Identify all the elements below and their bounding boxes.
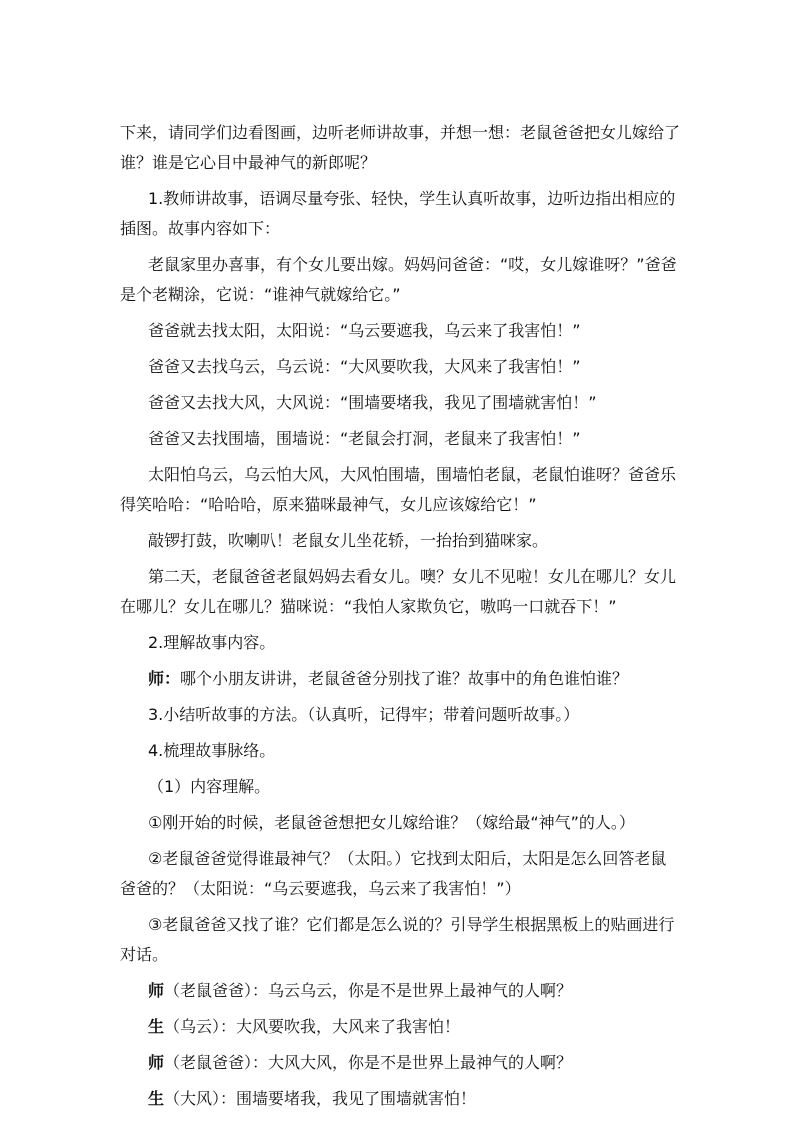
paragraph bbox=[120, 460, 680, 520]
paragraph-text: 3.小结听故事的方法。（认真听，记得牢；带着问题听故事。） bbox=[148, 705, 580, 724]
paragraph-text: 爸爸就去找太阳，太阳说：“乌云要遮我，乌云来了我害怕！” bbox=[148, 321, 581, 340]
paragraph-text: （1）内容理解。 bbox=[148, 777, 271, 796]
paragraph bbox=[120, 628, 680, 658]
paragraph-text: 4.梳理故事脉络。 bbox=[148, 741, 276, 760]
paragraph bbox=[120, 1012, 680, 1042]
paragraph-text: 爸爸又去找围墙，围墙说：“老鼠会打洞，老鼠来了我害怕！” bbox=[148, 429, 581, 448]
paragraph bbox=[120, 424, 680, 454]
paragraph bbox=[120, 1084, 680, 1114]
speaker-label: 师 bbox=[148, 1053, 165, 1072]
paragraph-text: 下来，请同学们边看图画，边听老师讲故事，并想一想：老鼠爸爸把女儿嫁给了谁？谁是它心目中最神气的新郎呢？ bbox=[120, 123, 681, 172]
speaker-label: 生 bbox=[148, 1089, 165, 1108]
paragraph-text: 爸爸又去找乌云，乌云说：“大风要吹我，大风来了我害怕！” bbox=[148, 357, 581, 376]
paragraph-text: 2.理解故事内容。 bbox=[148, 633, 276, 652]
paragraph-text: 爸爸又去找大风，大风说：“围墙要堵我，我见了围墙就害怕！” bbox=[148, 393, 597, 412]
paragraph bbox=[120, 562, 680, 622]
paragraph bbox=[120, 736, 680, 766]
paragraph bbox=[120, 352, 680, 382]
paragraph-text: 太阳怕乌云，乌云怕大风，大风怕围墙，围墙怕老鼠，老鼠怕谁呀？爸爸乐得笑哈哈：“哈哈哈，原来猫咪最神气，女儿应该嫁给它！” bbox=[120, 465, 677, 514]
paragraph bbox=[120, 808, 680, 838]
paragraph bbox=[120, 772, 680, 802]
paragraph bbox=[120, 316, 680, 346]
paragraph bbox=[120, 250, 680, 310]
paragraph bbox=[120, 184, 680, 244]
paragraph bbox=[120, 388, 680, 418]
speaker-label: 师 bbox=[148, 981, 165, 1000]
paragraph-text: ①刚开始的时候，老鼠爸爸想把女儿嫁给谁？（嫁给最“神气”的人。） bbox=[148, 813, 635, 832]
paragraph bbox=[120, 910, 680, 970]
paragraph bbox=[120, 700, 680, 730]
paragraph-text: ②老鼠爸爸觉得谁最神气？（太阳。）它找到太阳后，太阳是怎么回答老鼠爸爸的？（太阳说：“乌云要遮我，乌云来了我害怕！”） bbox=[120, 849, 667, 898]
paragraph bbox=[120, 844, 680, 904]
paragraph bbox=[120, 1048, 680, 1078]
paragraph-text: 第二天，老鼠爸爸老鼠妈妈去看女儿。噢？女儿不见啦！女儿在哪儿？女儿在哪儿？女儿在哪儿？猫咪说：“我怕人家欺负它，嗷呜一口就吞下！” bbox=[120, 567, 677, 616]
paragraph-text: 敲锣打鼓，吹喇叭！老鼠女儿坐花轿，一抬抬到猫咪家。 bbox=[148, 531, 549, 550]
paragraph-text: 1.教师讲故事，语调尽量夸张、轻快，学生认真听故事，边听边指出相应的插图。故事内容如下： bbox=[120, 189, 676, 238]
paragraph bbox=[120, 664, 680, 694]
document-body bbox=[120, 118, 680, 1120]
speaker-label: 师： bbox=[148, 669, 181, 688]
paragraph-text: （老鼠爸爸）：大风大风，你是不是世界上最神气的人啊？ bbox=[164, 1053, 573, 1072]
paragraph-text: ③老鼠爸爸又找了谁？它们都是怎么说的？引导学生根据黑板上的贴画进行对话。 bbox=[120, 915, 675, 964]
paragraph bbox=[120, 118, 680, 178]
paragraph-text: （大风）：围墙要堵我，我见了围墙就害怕！ bbox=[164, 1089, 477, 1108]
paragraph-text: 老鼠家里办喜事，有个女儿要出嫁。妈妈问爸爸：“哎，女儿嫁谁呀？”爸爸是个老糊涂，它说：“谁神气就嫁给它。” bbox=[120, 255, 677, 304]
speaker-label: 生 bbox=[148, 1017, 165, 1036]
paragraph-text: 哪个小朋友讲讲，老鼠爸爸分别找了谁？故事中的角色谁怕谁？ bbox=[180, 669, 629, 688]
paragraph-text: （乌云）：大风要吹我，大风来了我害怕！ bbox=[164, 1017, 461, 1036]
paragraph-text: （老鼠爸爸）：乌云乌云，你是不是世界上最神气的人啊？ bbox=[164, 981, 573, 1000]
paragraph bbox=[120, 976, 680, 1006]
paragraph bbox=[120, 526, 680, 556]
